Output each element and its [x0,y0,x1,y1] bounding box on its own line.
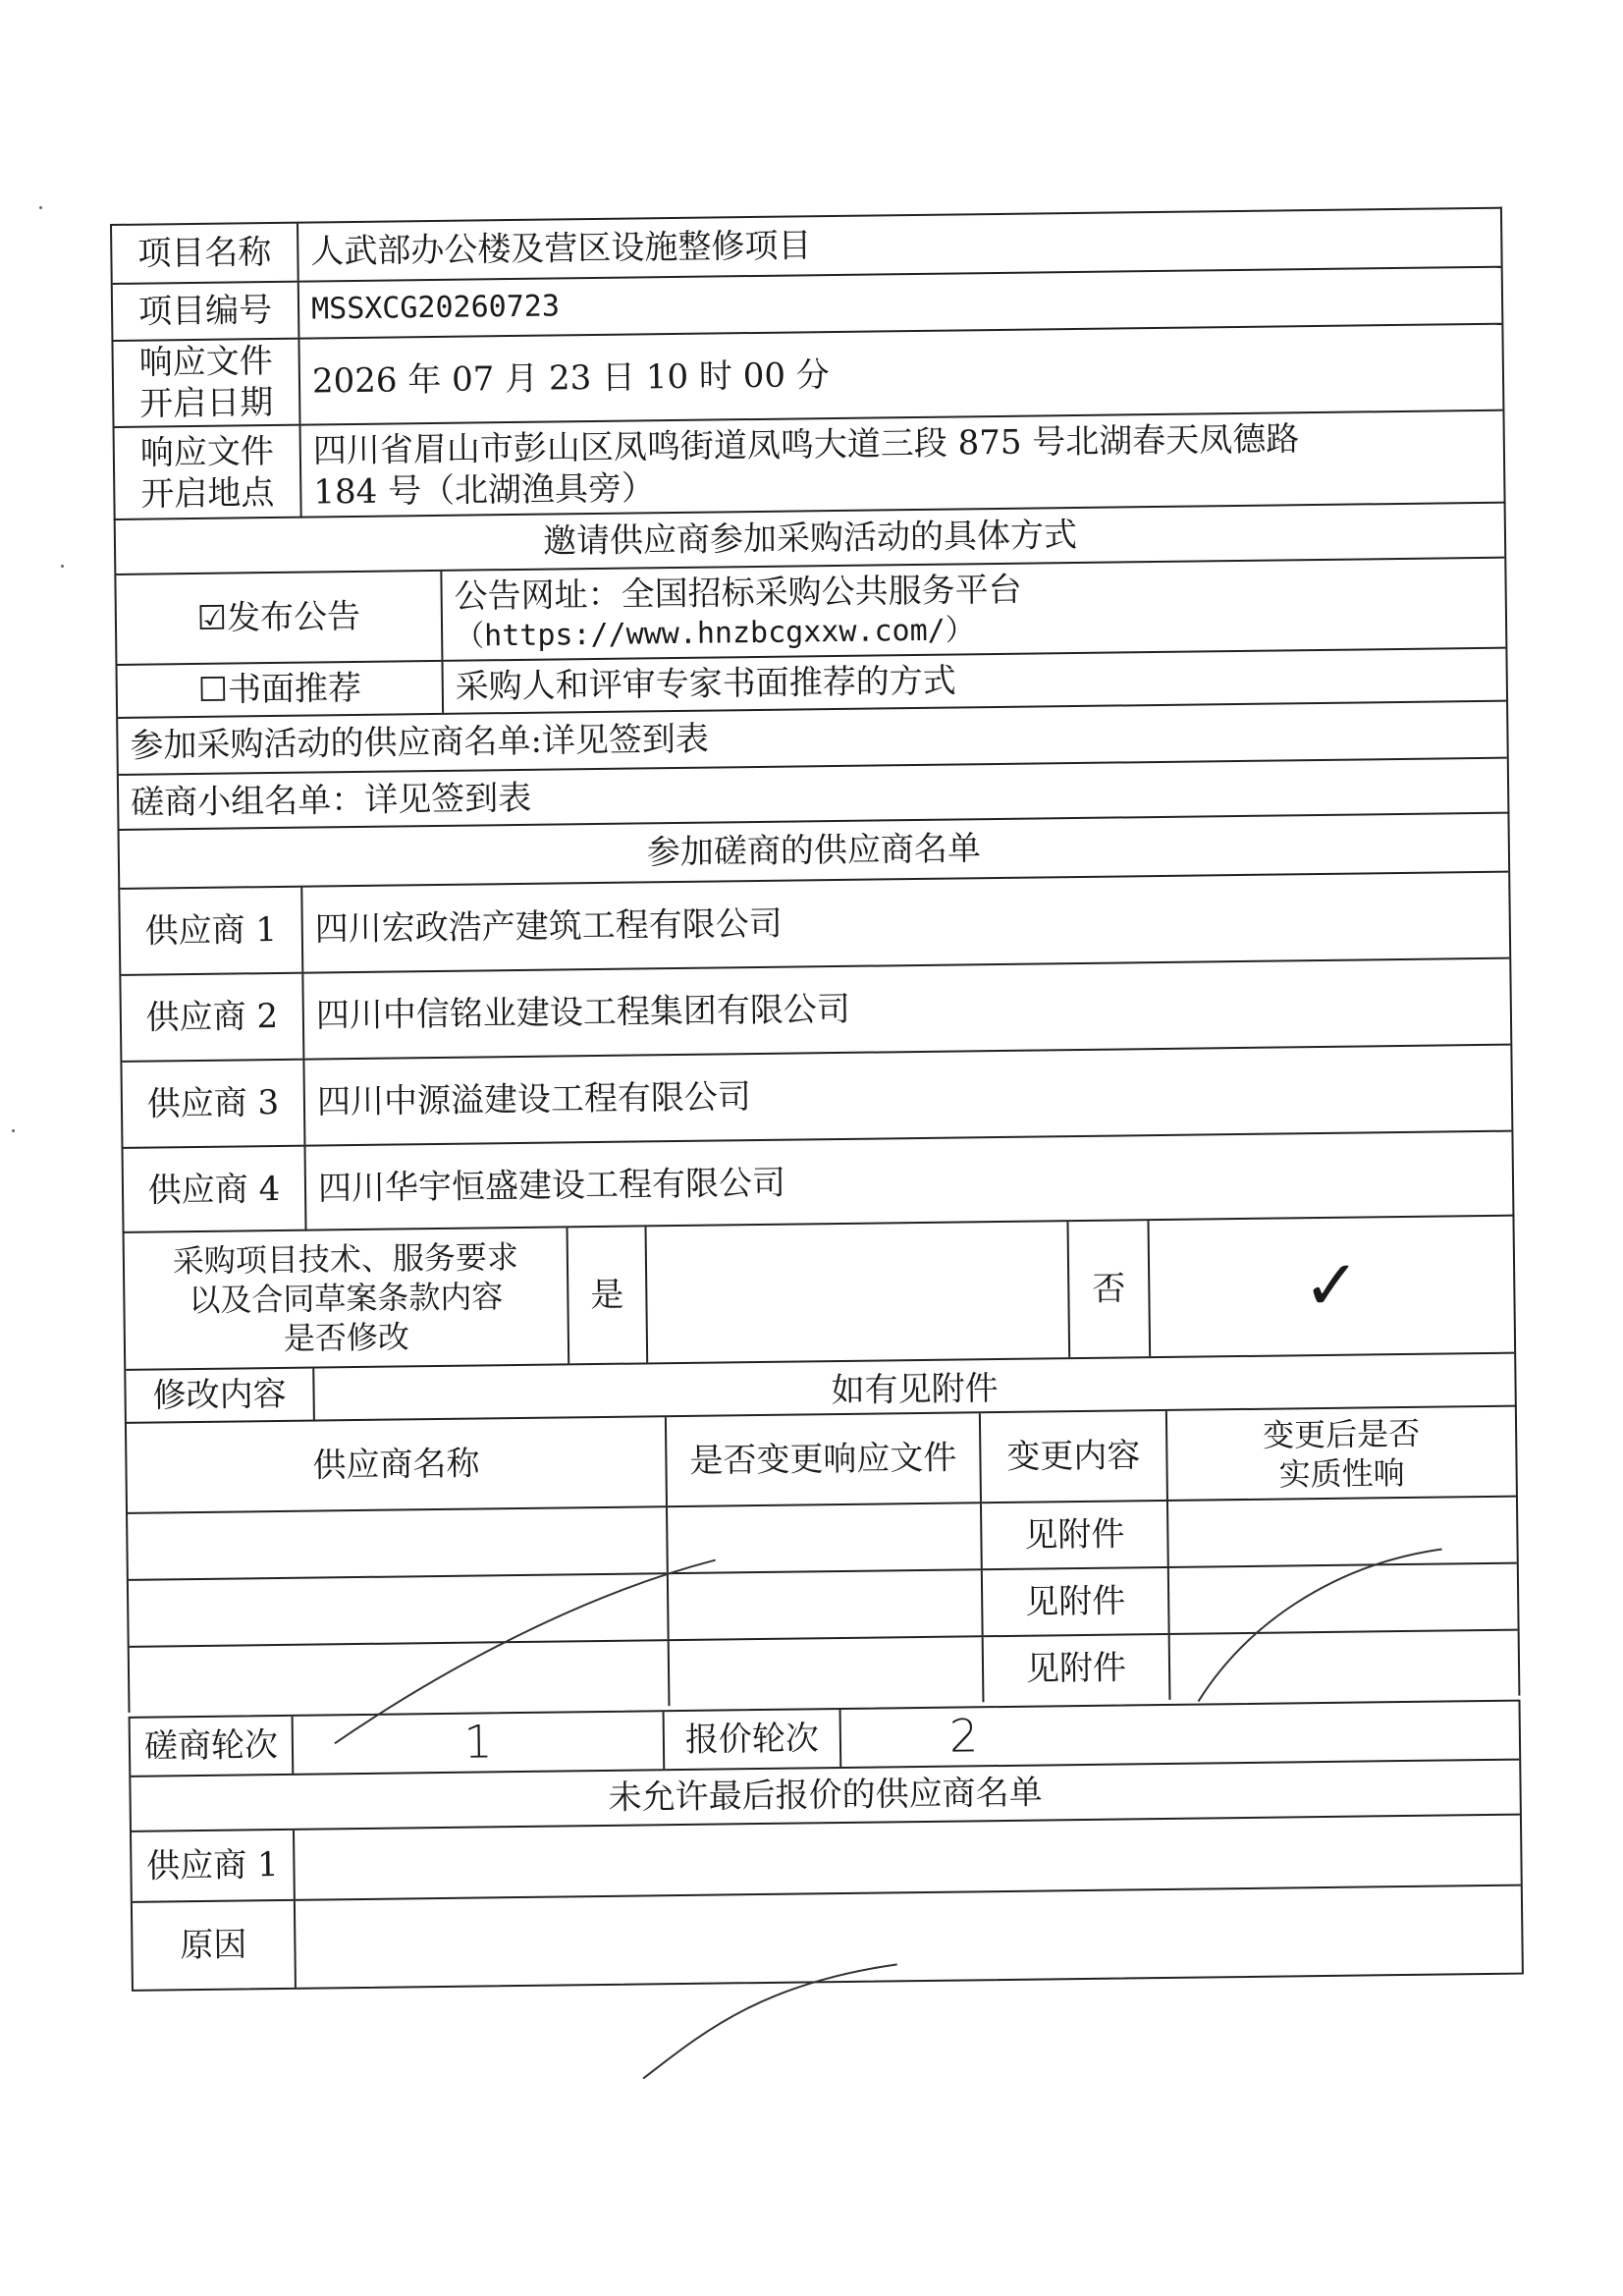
modification-content-value: 如有见附件 [312,1354,1515,1420]
open-place-line-1: 四川省眉山市彭山区凤鸣街道凤鸣大道三段 875 号北湖春天凤德路 [312,418,1300,470]
group-list-text: 磋商小组名单：详见签到表 [130,778,532,823]
project-number-value: MSSXCG20260723 [298,268,1502,338]
invite-title: 邀请供应商参加采购活动的具体方式 [542,515,1078,562]
open-date-label [113,340,298,426]
open-date-value: 2026 年 07 月 23 日 10 时 00 分 [298,325,1502,424]
project-number-label: 项目编号 [137,290,273,332]
modification-question-line-1: 采购项目技术、服务要求 [172,1237,519,1281]
change-changed [666,1503,981,1572]
change-substantive [1166,1498,1517,1566]
no-label: 否 [1066,1221,1149,1357]
supplier-label: 供应商 2 [145,996,279,1038]
publish-label: 发布公告 [226,596,361,638]
yes-label: 是 [567,1227,647,1363]
no-checkmark: ✓ [1147,1217,1514,1357]
change-changed [668,1637,983,1706]
supplier-row-2 [121,957,1510,1061]
negotiation-rounds-value: 1 [292,1712,664,1774]
modification-question-line-3: 是否修改 [283,1318,410,1357]
open-place-line-2: 184 号（北湖渔具旁） [313,468,656,513]
quote-rounds-value: 2 [839,1702,1520,1767]
header-change-content: 变更内容 [979,1411,1166,1502]
publish-option[interactable] [116,572,441,664]
header-changed: 是否变更响应文件 [665,1413,980,1505]
open-place-label-line-2: 开启地点 [140,472,275,515]
scan-speck [39,206,42,209]
modification-question-row [125,1217,1515,1369]
supplier-name: 四川宏政浩产建筑工程有限公司 [300,873,1509,972]
header-substantive-line-1: 变更后是否 [1262,1414,1421,1454]
negotiation-title: 参加磋商的供应商名单 [646,828,982,873]
recommend-detail: 采购人和评审专家书面推荐的方式 [441,649,1506,713]
header-substantive-line-2: 实质性响 [1278,1453,1405,1494]
scan-speck [61,565,64,568]
change-supplier-name [129,1574,668,1646]
modification-content-label: 修改内容 [152,1374,287,1416]
supplier-name: 四川中信铭业建设工程集团有限公司 [301,959,1510,1059]
supplier-row-1 [120,871,1509,974]
scan-speck [12,1129,15,1132]
final-reason-label: 原因 [180,1925,247,1966]
recommend-checkbox[interactable]: ☐ [197,670,229,710]
modification-question-line-2: 以及合同草案条款内容 [189,1278,504,1320]
modification-section [123,1215,1517,1422]
header-substantive [1165,1407,1516,1500]
publish-url: （https://www.hnzbcgxxw.com/） [454,612,975,654]
project-info-section [110,207,1506,520]
change-supplier-name [128,1507,667,1579]
supplier-list-text: 参加采购活动的供应商名单:详见签到表 [130,719,710,766]
final-reason-row [133,1885,1522,1990]
change-content: 见附件 [980,1502,1167,1568]
modification-question [125,1228,568,1368]
supplier-name: 四川中源溢建设工程有限公司 [302,1046,1511,1145]
change-content: 见附件 [981,1568,1168,1635]
publish-detail-line-1: 公告网址：全国招标采购公共服务平台 [454,570,1022,617]
open-place-label-line-1: 响应文件 [139,431,275,473]
final-supplier-label: 供应商 1 [145,1844,279,1886]
quote-rounds-label: 报价轮次 [663,1710,840,1769]
recommend-label: 书面推荐 [227,668,362,710]
supplier-label: 供应商 1 [144,909,278,952]
negotiation-rounds-label: 磋商轮次 [143,1724,279,1767]
change-content: 见附件 [982,1635,1169,1702]
supplier-label: 供应商 4 [147,1169,281,1211]
open-place-label [115,426,300,520]
open-date-row [113,323,1502,426]
supplier-label: 供应商 3 [146,1082,280,1124]
publish-detail [440,559,1505,660]
change-supplier-name [130,1641,669,1713]
change-substantive [1167,1564,1518,1633]
open-place-value [299,411,1504,519]
yes-value [645,1222,1069,1362]
procurement-record-form [110,207,1525,2088]
project-name-value: 人武部办公楼及营区设施整修项目 [297,209,1501,281]
final-title: 未允许最后报价的供应商名单 [608,1773,1043,1818]
publish-row [116,557,1505,664]
invite-section [114,502,1510,831]
supplier-name: 四川华宇恒盛建设工程有限公司 [303,1132,1512,1231]
negotiation-section [118,812,1515,1233]
header-supplier-name: 供应商名称 [312,1444,480,1486]
open-date-label-line-2: 开启日期 [139,382,274,424]
change-table [125,1405,1521,1713]
change-table-header [127,1407,1516,1512]
supplier-row-3 [122,1044,1511,1147]
open-date-label-line-1: 响应文件 [138,341,273,383]
project-name-label: 项目名称 [137,232,272,274]
recommend-option[interactable] [117,662,442,717]
final-reason-value [294,1886,1522,1988]
change-changed [667,1570,982,1639]
rounds-final-section [129,1700,1524,1992]
change-substantive [1168,1631,1519,1700]
publish-checkbox[interactable]: ☑ [196,598,228,638]
